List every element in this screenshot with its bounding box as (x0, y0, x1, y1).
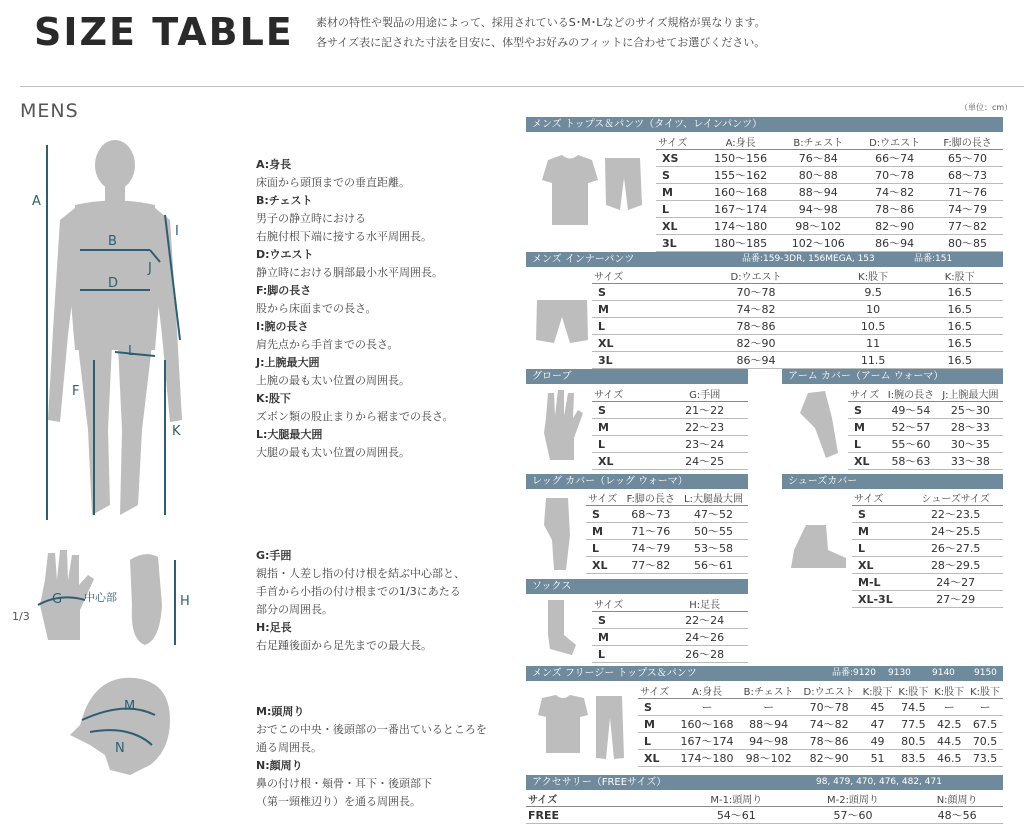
accessory-title: アクセサリー（FREEサイズ） 98, 479, 470, 476, 482, 471 (526, 775, 1003, 790)
def-d: D:ウエスト 静立時における胴部最小水平周囲長。 (256, 248, 443, 279)
table-row: XL 174〜180 98〜102 82〜90 51 83.5 46.5 73.5 (638, 750, 1003, 767)
leg-cover-icon (538, 495, 583, 575)
table-row: S 49〜54 25〜30 (848, 402, 1003, 419)
label-a: A (32, 194, 41, 209)
table-row: XL 58〜63 33〜38 (848, 453, 1003, 470)
jersey-pants-icon (530, 150, 650, 235)
frizzy-note-4: 9150 (974, 668, 997, 678)
table-row: L 167〜174 94〜98 78〜86 74〜79 (656, 201, 1003, 218)
table-row: M 22〜23 (592, 419, 748, 436)
accessory-note: 98, 479, 470, 476, 482, 471 (816, 777, 942, 787)
inner-pants-table (592, 268, 1003, 369)
table-row: XL 24〜25 (592, 453, 748, 470)
table-header-row: サイズ A:身長 B:チェスト D:ウエスト K:股下 K:股下 K:股下 K:股下 (638, 683, 1003, 699)
socks-title: ソックス (526, 579, 748, 594)
definitions-head (256, 703, 487, 811)
definitions-body (256, 156, 454, 462)
label-j: J (148, 261, 152, 276)
def-i: I:腕の長さ 肩先点から手首までの長さ。 (256, 320, 399, 351)
table-row: S 70〜78 9.5 16.5 (592, 284, 1003, 301)
arm-cover-title: アーム カバー（アーム ウォーマ） (782, 369, 1003, 384)
table-row: M 52〜57 28〜33 (848, 419, 1003, 436)
table-row: M-L 24〜27 (852, 574, 1003, 591)
intro-line-2: 各サイズ表に記された寸法を目安に、体型やお好みのフィットに合わせてお選びください。 (316, 36, 766, 49)
table-row: XL 82〜90 11 16.5 (592, 335, 1003, 352)
frizzy-note-3: 9140 (932, 668, 955, 678)
def-h: H:足長 右足踵後面から足先までの最大長。 (256, 621, 432, 652)
table-row: L 167〜174 94〜98 78〜86 49 80.5 44.5 70.5 (638, 733, 1003, 750)
shoe-cover-icon (786, 520, 851, 575)
def-m: M:頭周り おでこの中央・後頭部の一番出ているところを 通る周囲長。 (256, 705, 487, 754)
shoe-cover-title: シューズカバー (782, 474, 1003, 489)
label-n: N (115, 741, 125, 756)
table-row: 3L 86〜94 11.5 16.5 (592, 352, 1003, 369)
definitions-hand (256, 547, 465, 655)
table-row: S ー ー 70〜78 45 74.5 ー ー (638, 699, 1003, 716)
tops-pants-table (656, 134, 1003, 252)
table-header-row: サイズ M-1:頭周り M-2:頭周り N:顔周り (526, 791, 1003, 807)
frizzy-jersey-pants-icon (530, 693, 640, 763)
table-row: FREE 54〜61 57〜60 48〜56 (526, 807, 1003, 824)
table-row: L 26〜28 (592, 646, 748, 663)
inner-pants-title: メンズ インナーパンツ 品番:159-3DR, 156MEGA, 153 品番:151 (526, 252, 1003, 267)
label-l: L (128, 344, 136, 359)
table-header-row: サイズ G:手囲 (592, 386, 748, 402)
table-row: 3L 180〜185 102〜106 86〜94 80〜85 (656, 235, 1003, 252)
label-m: M (124, 699, 136, 714)
frizzy-table (638, 683, 1003, 767)
table-row: S 22〜23.5 (852, 506, 1003, 523)
table-row: M 71〜76 50〜55 (586, 523, 748, 540)
def-j: J:上腕最大囲 上腕の最も太い位置の周囲長。 (256, 356, 410, 387)
unit-note: （単位：cm） (960, 103, 1013, 112)
intro-line-1: 素材の特性や製品の用途によって、採用されているS･M･Lなどのサイズ規格が異なります。 (316, 16, 766, 29)
page-title: SIZE TABLE (34, 10, 294, 54)
socks-icon (540, 597, 580, 659)
glove-title: グローブ (526, 369, 748, 384)
table-row: XS 150〜156 76〜84 66〜74 65〜70 (656, 150, 1003, 167)
table-row: L 74〜79 53〜58 (586, 540, 748, 557)
table-row: S 68〜73 47〜52 (586, 506, 748, 523)
label-h: H (180, 594, 190, 609)
glove-table (592, 386, 748, 470)
table-row: S 22〜24 (592, 612, 748, 629)
table-row: XL 174〜180 98〜102 82〜90 77〜82 (656, 218, 1003, 235)
socks-table (592, 596, 748, 663)
table-row: S 21〜22 (592, 402, 748, 419)
table-row: L 55〜60 30〜35 (848, 436, 1003, 453)
table-row: L 78〜86 10.5 16.5 (592, 318, 1003, 335)
tops-pants-title: メンズ トップス＆パンツ（タイツ、レインパンツ） (526, 117, 1003, 132)
label-center: 中心部 (84, 591, 117, 604)
leg-cover-title: レッグ カバー（レッグ ウォーマ） (526, 474, 748, 489)
table-header-row: サイズ I:腕の長さ J:上腕最大囲 (848, 386, 1003, 402)
label-k: K (172, 424, 181, 439)
shoe-cover-table (852, 490, 1003, 608)
head-figure (60, 670, 210, 780)
table-row: XL 28〜29.5 (852, 557, 1003, 574)
accessory-table (526, 791, 1003, 824)
frizzy-title: メンズ フリージー トップス＆パンツ 品番:9120 9130 9140 9150 (526, 666, 1003, 681)
table-header-row: サイズ シューズサイズ (852, 490, 1003, 506)
frizzy-note-1: 品番:9120 (832, 668, 876, 678)
hand-foot-figure (10, 545, 200, 655)
inner-note-2: 品番:151 (914, 254, 953, 264)
def-f: F:脚の長さ 股から床面までの長さ。 (256, 284, 377, 315)
table-header-row: サイズ A:身長 B:チェスト D:ウエスト F:脚の長さ (656, 134, 1003, 150)
def-g: G:手囲 親指・人差し指の付け根を結ぶ中心部と、 手首から小指の付け根までの1/3にあたる 部分の周囲長。 (256, 549, 465, 616)
table-row: XL 77〜82 56〜61 (586, 557, 748, 574)
body-figure (20, 130, 250, 530)
label-g: G (52, 592, 63, 607)
frizzy-note-2: 9130 (888, 668, 911, 678)
inner-pants-icon (532, 295, 592, 350)
def-k: K:股下 ズボン類の股止まりから裾までの長さ。 (256, 392, 454, 423)
label-i: I (175, 224, 179, 239)
header-divider (20, 86, 1024, 87)
arm-cover-icon (790, 388, 845, 463)
table-row: M 24〜26 (592, 629, 748, 646)
arm-cover-table (848, 386, 1003, 470)
def-l: L:大腿最大囲 大腿の最も太い位置の周囲長。 (256, 428, 410, 459)
table-header-row: サイズ D:ウエスト K:股下 K:股下 (592, 268, 1003, 284)
label-third: 1/3 (12, 610, 30, 623)
label-f: F (72, 384, 80, 399)
table-header-row: サイズ F:脚の長さ L:大腿最大囲 (586, 490, 748, 506)
table-row: M 74〜82 10 16.5 (592, 301, 1003, 318)
table-row: XL-3L 27〜29 (852, 591, 1003, 608)
table-row: S 155〜162 80〜88 70〜78 68〜73 (656, 167, 1003, 184)
table-row: L 26〜27.5 (852, 540, 1003, 557)
def-a: A:身長 床面から頭頂までの垂直距離。 (256, 158, 410, 189)
section-label: MENS (20, 100, 79, 122)
def-n: N:顔周り 鼻の付け根・頬骨・耳下・後頭部下 （第一頸椎辺り）を通る周囲長。 (256, 759, 432, 808)
glove-icon (536, 388, 586, 463)
def-b: B:チェスト 男子の静立時における 右腕付根下端に接する水平周囲長。 (256, 194, 432, 243)
leg-cover-table (586, 490, 748, 574)
table-row: L 23〜24 (592, 436, 748, 453)
table-row: M 160〜168 88〜94 74〜82 71〜76 (656, 184, 1003, 201)
table-row: M 160〜168 88〜94 74〜82 47 77.5 42.5 67.5 (638, 716, 1003, 733)
table-header-row: サイズ H:足長 (592, 596, 748, 612)
table-row: M 24〜25.5 (852, 523, 1003, 540)
inner-note-1: 品番:159-3DR, 156MEGA, 153 (742, 254, 875, 264)
label-d: D (108, 276, 119, 291)
label-b: B (108, 234, 117, 249)
